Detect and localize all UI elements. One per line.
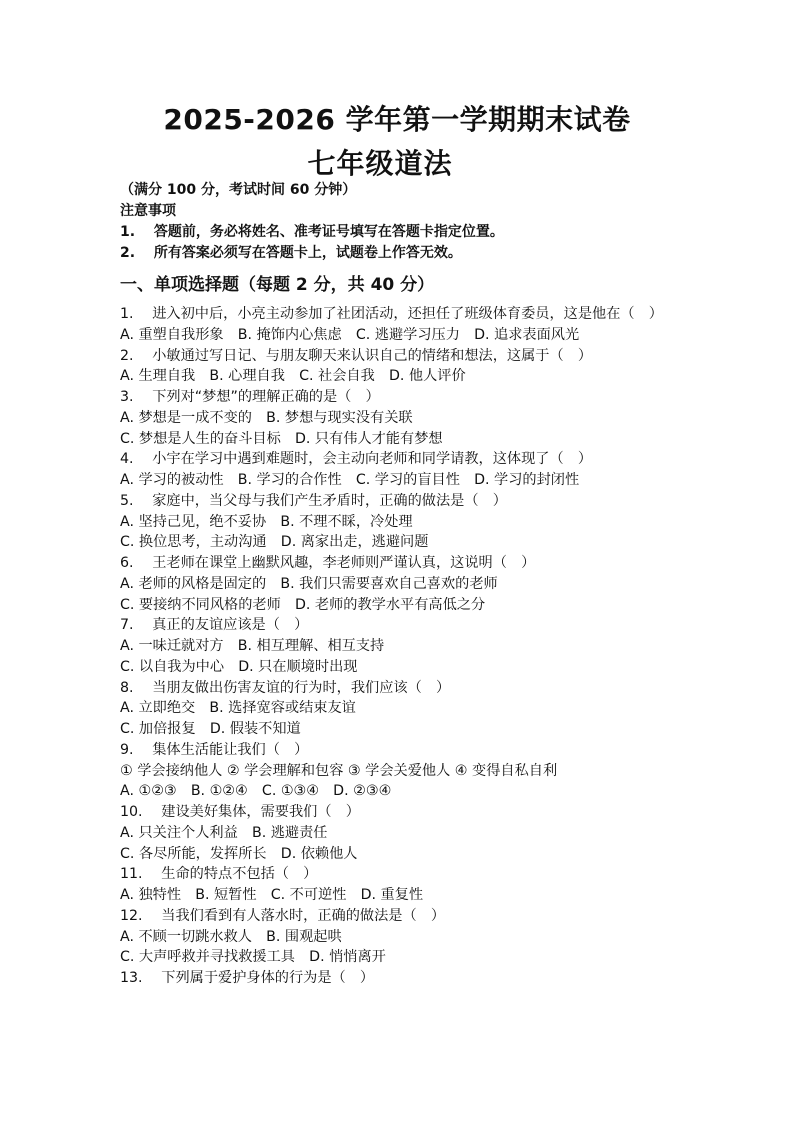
question-options: A. 独特性 B. 短暂性 C. 不可逆性 D. 重复性 xyxy=(120,887,424,903)
question-stem: 4. 小宇在学习中遇到难题时，会主动向老师和同学请教，这体现了（ ） xyxy=(120,451,593,468)
note-item: 2. 所有答案必须写在答题卡上，试题卷上作答无效。 xyxy=(120,245,462,261)
question-options: C. 加倍报复 D. 假装不知道 xyxy=(120,721,301,737)
question-options: C. 要接纳不同风格的老师 D. 老师的教学水平有高低之分 xyxy=(120,596,486,613)
score-info: （满分 100 分，考试时间 60 分钟） xyxy=(120,182,357,198)
question-options: A. 一味迁就对方 B. 相互理解、相互支持 xyxy=(120,638,385,654)
question-stem: 1. 进入初中后，小亮主动参加了社团活动，还担任了班级体育委员，这是他在（ ） xyxy=(120,306,663,322)
question-options: C. 梦想是人生的奋斗目标 D. 只有伟人才能有梦想 xyxy=(120,430,443,447)
question-options: A. 梦想是一成不变的 B. 梦想与现实没有关联 xyxy=(120,409,413,426)
question-stem: 7. 真正的友谊应该是（ ） xyxy=(120,617,309,634)
question-stem: 13. 下列属于爱护身体的行为是（ ） xyxy=(120,970,375,986)
exam-instructions xyxy=(120,180,504,264)
question-options: C. 大声呼救并寻找救援工具 D. 悄悄离开 xyxy=(120,949,386,966)
question-options: A. 立即绝交 B. 选择宽容或结束友谊 xyxy=(120,700,356,717)
question-stem: 6. 王老师在课堂上幽默风趣，李老师则严谨认真，这说明（ ） xyxy=(120,555,536,571)
question-options: A. 重塑自我形象 B. 掩饰内心焦虑 C. 逃避学习压力 D. 追求表面风光 xyxy=(120,326,580,343)
question-options: A. 老师的风格是固定的 B. 我们只需要喜欢自己喜欢的老师 xyxy=(120,575,498,592)
question-stem: 12. 当我们看到有人落水时，正确的做法是（ ） xyxy=(120,907,446,924)
question-options: A. 生理自我 B. 心理自我 C. 社会自我 D. 他人评价 xyxy=(120,368,466,385)
question-stem: 8. 当朋友做出伤害友谊的行为时，我们应该（ ） xyxy=(120,679,451,696)
note-item: 1. 答题前，务必将姓名、准考证号填写在答题卡指定位置。 xyxy=(120,224,504,240)
question-stem: 9. 集体生活能让我们（ ） xyxy=(120,741,309,758)
question-stem: 10. 建设美好集体，需要我们（ ） xyxy=(120,804,360,820)
question-list xyxy=(120,304,690,989)
question-stem: 3. 下列对“梦想”的理解正确的是（ ） xyxy=(120,389,380,405)
question-options: A. 不顾一切跳水救人 B. 围观起哄 xyxy=(120,928,342,945)
question-options: C. 各尽所能，发挥所长 D. 依赖他人 xyxy=(120,845,358,862)
section-title: 一、单项选择题（每题 2 分，共 40 分） xyxy=(120,275,435,295)
question-stem: 5. 家庭中，当父母与我们产生矛盾时，正确的做法是（ ） xyxy=(120,492,507,509)
exam-title: 2025-2026 学年第一学期期末试卷 xyxy=(163,103,631,136)
question-options: A. 学习的被动性 B. 学习的合作性 C. 学习的盲目性 D. 学习的封闭性 xyxy=(120,472,580,488)
question-statements: ① 学会接纳他人 ② 学会理解和包容 ③ 学会关爱他人 ④ 变得自私自利 xyxy=(120,762,558,779)
question-options: C. 换位思考，主动沟通 D. 离家出走，逃避问题 xyxy=(120,534,429,551)
question-stem: 11. 生命的特点不包括（ ） xyxy=(120,866,318,883)
question-options: A. 坚持己见，绝不妥协 B. 不理不睬，冷处理 xyxy=(120,513,413,530)
question-options: A. 只关注个人利益 B. 逃避责任 xyxy=(120,824,328,841)
notes-title: 注意事项 xyxy=(120,203,176,219)
question-stem: 2. 小敏通过写日记、与朋友聊天来认识自己的情绪和想法，这属于（ ） xyxy=(120,347,593,364)
exam-subtitle: 七年级道法 xyxy=(307,147,453,180)
question-options: A. ①②③ B. ①②④ C. ①③④ D. ②③④ xyxy=(120,783,392,800)
question-options: C. 以自我为中心 D. 只在顺境时出现 xyxy=(120,658,358,675)
